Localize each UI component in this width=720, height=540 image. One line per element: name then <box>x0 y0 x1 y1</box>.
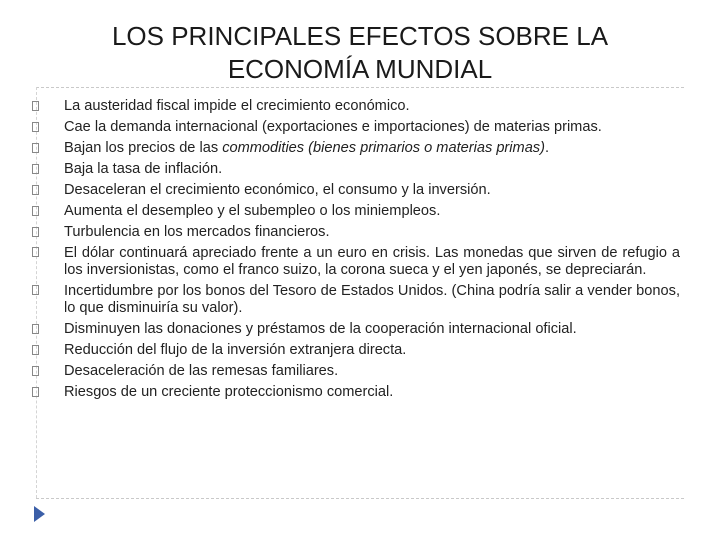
bullet-text: Reducción del flujo de la inversión extranjera directa. <box>64 342 407 358</box>
bullet-text: Disminuyen las donaciones y préstamos de la cooperación internacional oficial. <box>64 321 577 337</box>
bullet-item <box>30 222 680 243</box>
bullet-text: Turbulencia en los mercados financieros. <box>64 224 330 240</box>
square-box-icon <box>32 164 39 174</box>
square-box-icon <box>32 387 39 397</box>
square-box-icon <box>32 285 39 295</box>
bullet-text: Cae la demanda internacional (exportaciones e importaciones) de materias primas. <box>64 119 602 135</box>
bullet-item <box>30 281 680 319</box>
bullet-item <box>30 138 680 159</box>
bullet-text: Aumenta el desempleo y el subempleo o los miniempleos. <box>64 203 441 219</box>
top-divider <box>36 87 684 88</box>
bullet-text-italic: commodities (bienes primarios o materias primas) <box>222 140 545 156</box>
bullet-item <box>30 96 680 117</box>
bullet-text: Incertidumbre por los bonos del Tesoro de Estados Unidos. (China podría salir a vender bonos, lo que disminuiría su valor). <box>64 283 680 316</box>
bullet-text-prefix: Bajan los precios de las <box>64 140 223 156</box>
bullet-list <box>30 96 680 403</box>
bullet-item <box>30 201 680 222</box>
square-box-icon <box>32 122 39 132</box>
slide-title <box>40 20 680 86</box>
square-box-icon <box>32 345 39 355</box>
bullet-item <box>30 117 680 138</box>
bullet-text: El dólar continuará apreciado frente a un euro en crisis. Las monedas que sirven de refugio a los inversionistas, como el franco suizo, la corona sueca y el yen japonés, se depreciarán. <box>64 245 680 278</box>
bullet-item <box>30 361 680 382</box>
bullet-text-suffix: . <box>544 140 550 156</box>
bullet-item <box>30 340 680 361</box>
bullet-item <box>30 243 680 281</box>
bullet-text: Baja la tasa de inflación. <box>64 161 223 177</box>
square-box-icon <box>32 247 39 257</box>
bullet-item <box>30 159 680 180</box>
bullet-text: Desaceleración de las remesas familiares. <box>64 363 339 379</box>
bullet-text: Riesgos de un creciente proteccionismo comercial. <box>64 384 394 400</box>
square-box-icon <box>32 366 39 376</box>
square-box-icon <box>32 227 39 237</box>
square-box-icon <box>32 185 39 195</box>
slide-title-line-2: ECONOMÍA MUNDIAL <box>227 54 493 84</box>
bullet-item <box>30 319 680 340</box>
square-box-icon <box>32 324 39 334</box>
slide-title-line-1: LOS PRINCIPALES EFECTOS SOBRE LA <box>111 21 609 51</box>
square-box-icon <box>32 206 39 216</box>
square-box-icon <box>32 101 39 111</box>
bullet-item <box>30 382 680 403</box>
bottom-divider <box>36 498 684 499</box>
bullet-item <box>30 180 680 201</box>
next-slide-arrow-icon[interactable] <box>34 506 45 522</box>
bullet-text: La austeridad fiscal impide el crecimiento económico. <box>64 98 410 114</box>
square-box-icon <box>32 143 39 153</box>
bullet-text: Desaceleran el crecimiento económico, el consumo y la inversión. <box>64 182 491 198</box>
